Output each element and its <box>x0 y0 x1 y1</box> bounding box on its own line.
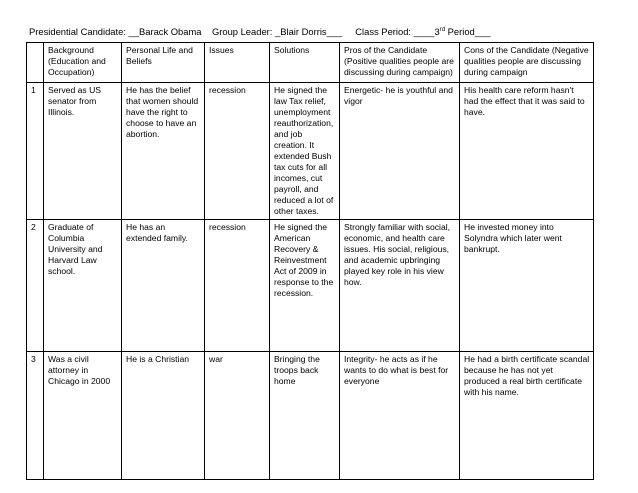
group-leader-value: _Blair Dorris___ <box>275 26 343 37</box>
document-header <box>29 26 490 37</box>
personal-cell: He is a Christian <box>122 352 205 480</box>
table-header-row <box>27 43 594 83</box>
header-cell-issues: Issues <box>205 43 270 83</box>
cons-cell: He had a birth certificate scandal because he has not yet produced a real birth certificate with his name. <box>460 352 594 480</box>
header-cell-personal: Personal Life and Beliefs <box>122 43 205 83</box>
row-number: 2 <box>27 220 44 352</box>
personal-cell: He has the belief that women should have the right to choose to have an abortion. <box>122 83 205 220</box>
pros-cell: Strongly familiar with social, economic, and health care issues. His social, religious, and academic upbringing played key role in his view how. <box>340 220 460 352</box>
table-row <box>27 83 594 220</box>
row-number: 3 <box>27 352 44 480</box>
class-period-label: Class Period: <box>355 26 412 37</box>
group-leader-label: Group Leader: <box>211 26 273 37</box>
issues-cell: recession <box>205 220 270 352</box>
header-cell-pros: Pros of the Candidate (Positive qualities people are discussing during campaign) <box>340 43 460 83</box>
candidate-table <box>26 42 594 480</box>
solutions-cell: Bringing the troops back home <box>270 352 340 480</box>
background-cell: Was a civil attorney in Chicago in 2000 <box>44 352 122 480</box>
candidate-label: Presidential Candidate: <box>29 26 126 37</box>
pros-cell: Energetic- he is youthful and vigor <box>340 83 460 220</box>
header-cell-solutions: Solutions <box>270 43 340 83</box>
table-row <box>27 220 594 352</box>
row-number: 1 <box>27 83 44 220</box>
background-cell: Graduate of Columbia University and Harvard Law school. <box>44 220 122 352</box>
cons-cell: He invested money into Solyndra which later went bankrupt. <box>460 220 594 352</box>
solutions-cell: He signed the law Tax relief, unemployment reauthorization, and job creation. It extended Bush tax cuts for all incomes, cut payroll, and reduced a lot of other taxes. <box>270 83 340 220</box>
issues-cell: recession <box>205 83 270 220</box>
header-cell-number <box>27 43 44 83</box>
solutions-cell: He signed the American Recovery & Reinvestment Act of 2009 in response to the recession. <box>270 220 340 352</box>
background-cell: Served as US senator from Illinois. <box>44 83 122 220</box>
personal-cell: He has an extended family. <box>122 220 205 352</box>
issues-cell: war <box>205 352 270 480</box>
pros-cell: Integrity- he acts as if he wants to do what is best for everyone <box>340 352 460 480</box>
table-row <box>27 352 594 480</box>
cons-cell: His health care reform hasn't had the effect that it was said to have. <box>460 83 594 220</box>
header-cell-background: Background (Education and Occupation) <box>44 43 122 83</box>
header-cell-cons: Cons of the Candidate (Negative qualities people are discussing during campaign <box>460 43 594 83</box>
class-period-value: ____3rd Period___ <box>413 26 491 37</box>
candidate-value: __Barack Obama <box>128 26 202 37</box>
